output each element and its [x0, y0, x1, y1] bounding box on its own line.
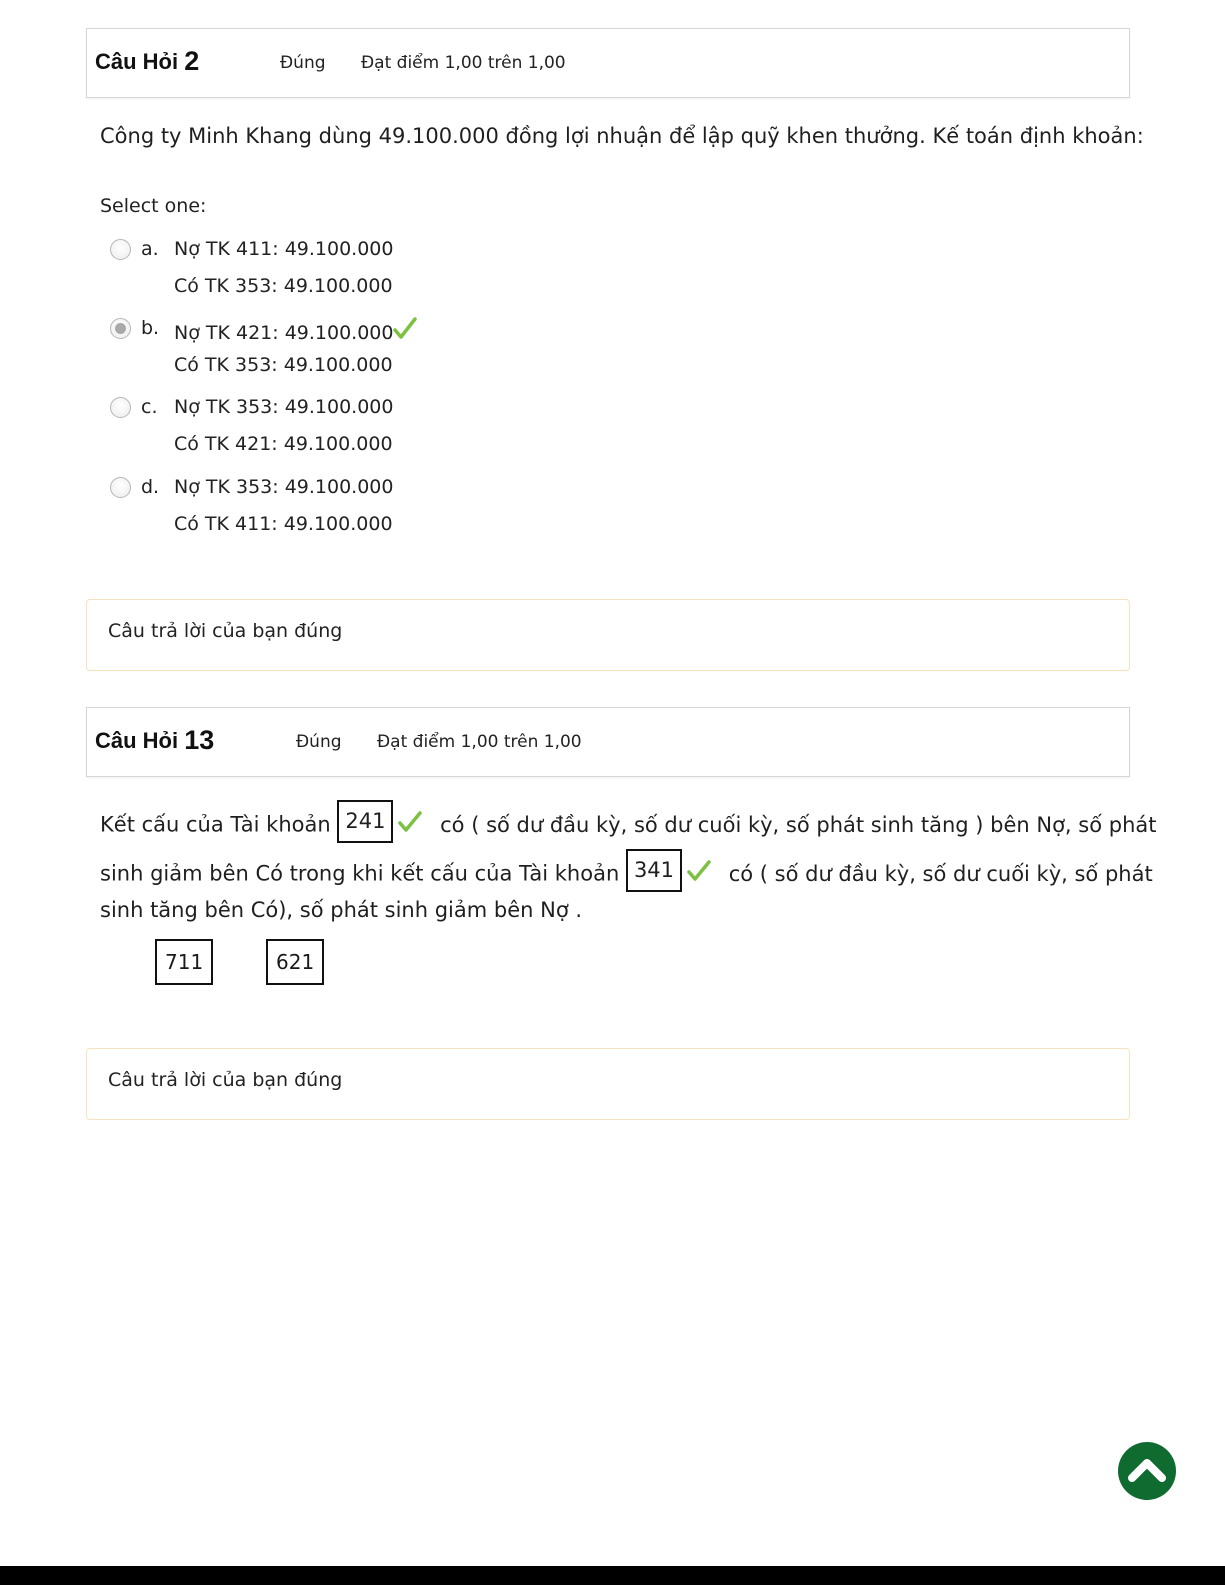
option-d[interactable]	[110, 472, 710, 552]
drop-blank-2[interactable]: 341	[626, 849, 682, 892]
drop-blank-1[interactable]: 241	[337, 800, 393, 843]
option-credit: Có TK 421: 49.100.000	[174, 433, 393, 455]
option-a[interactable]	[110, 234, 710, 314]
question-text: Công ty Minh Khang dùng 49.100.000 đồng lợi nhuận để lập quỹ khen thưởng. Kế toán định khoản:	[100, 124, 1144, 148]
feedback-text: Câu trả lời của bạn đúng	[108, 620, 343, 642]
option-debit: Nợ TK 353: 49.100.000	[174, 476, 394, 498]
question-state: Đúng	[296, 732, 342, 752]
question-label: Câu Hỏi	[95, 49, 179, 74]
option-debit-row	[174, 317, 417, 344]
question-text-line-1	[100, 808, 1156, 843]
question-text-part: có ( số dư đầu kỳ, số dư cuối kỳ, số phát sinh tăng ) bên Nợ, số phát	[440, 812, 1157, 837]
question-header	[86, 707, 1130, 777]
question-text-part: sinh giảm bên Có trong khi kết cấu của Tài khoản	[100, 861, 620, 886]
question-text-part: có ( số dư đầu kỳ, số dư cuối kỳ, số phát	[728, 861, 1153, 886]
drag-choice-711[interactable]: 711	[155, 939, 213, 985]
bottom-bar	[0, 1566, 1225, 1585]
option-debit: Nợ TK 411: 49.100.000	[174, 238, 394, 260]
check-icon	[397, 810, 423, 834]
option-letter: a.	[141, 238, 159, 260]
feedback-text: Câu trả lời của bạn đúng	[108, 1069, 343, 1091]
question-label: Câu Hỏi	[95, 728, 179, 753]
option-credit: Có TK 353: 49.100.000	[174, 354, 393, 376]
option-credit: Có TK 353: 49.100.000	[174, 275, 393, 297]
check-icon	[686, 859, 712, 883]
question-text-line-2	[100, 857, 1153, 892]
question-text-line-3: sinh tăng bên Có), số phát sinh giảm bên Nợ .	[100, 898, 583, 922]
option-debit: Nợ TK 353: 49.100.000	[174, 396, 394, 418]
option-letter: c.	[141, 396, 158, 418]
chevron-up-icon	[1118, 1442, 1176, 1500]
scroll-to-top-button[interactable]	[1118, 1442, 1176, 1500]
feedback-box	[86, 1048, 1130, 1120]
check-icon	[393, 317, 417, 341]
question-text-part: Kết cấu của Tài khoản	[100, 812, 331, 837]
option-debit: Nợ TK 421: 49.100.000	[174, 322, 394, 344]
question-title	[95, 46, 199, 77]
radio-option-d[interactable]	[110, 477, 131, 498]
radio-option-c[interactable]	[110, 397, 131, 418]
select-one-prompt: Select one:	[100, 195, 207, 217]
radio-option-a[interactable]	[110, 239, 131, 260]
option-credit: Có TK 411: 49.100.000	[174, 513, 393, 535]
question-number: 13	[184, 725, 215, 755]
option-letter: b.	[141, 317, 160, 339]
option-b[interactable]	[110, 313, 710, 393]
question-header	[86, 28, 1130, 98]
drag-choice-621[interactable]: 621	[266, 939, 324, 985]
option-letter: d.	[141, 476, 160, 498]
question-title	[95, 725, 214, 756]
radio-option-b[interactable]	[110, 318, 131, 339]
feedback-box	[86, 599, 1130, 671]
question-state: Đúng	[280, 53, 326, 73]
question-number: 2	[184, 46, 200, 76]
question-grade: Đạt điểm 1,00 trên 1,00	[377, 732, 582, 752]
option-c[interactable]	[110, 392, 710, 472]
question-grade: Đạt điểm 1,00 trên 1,00	[361, 53, 566, 73]
